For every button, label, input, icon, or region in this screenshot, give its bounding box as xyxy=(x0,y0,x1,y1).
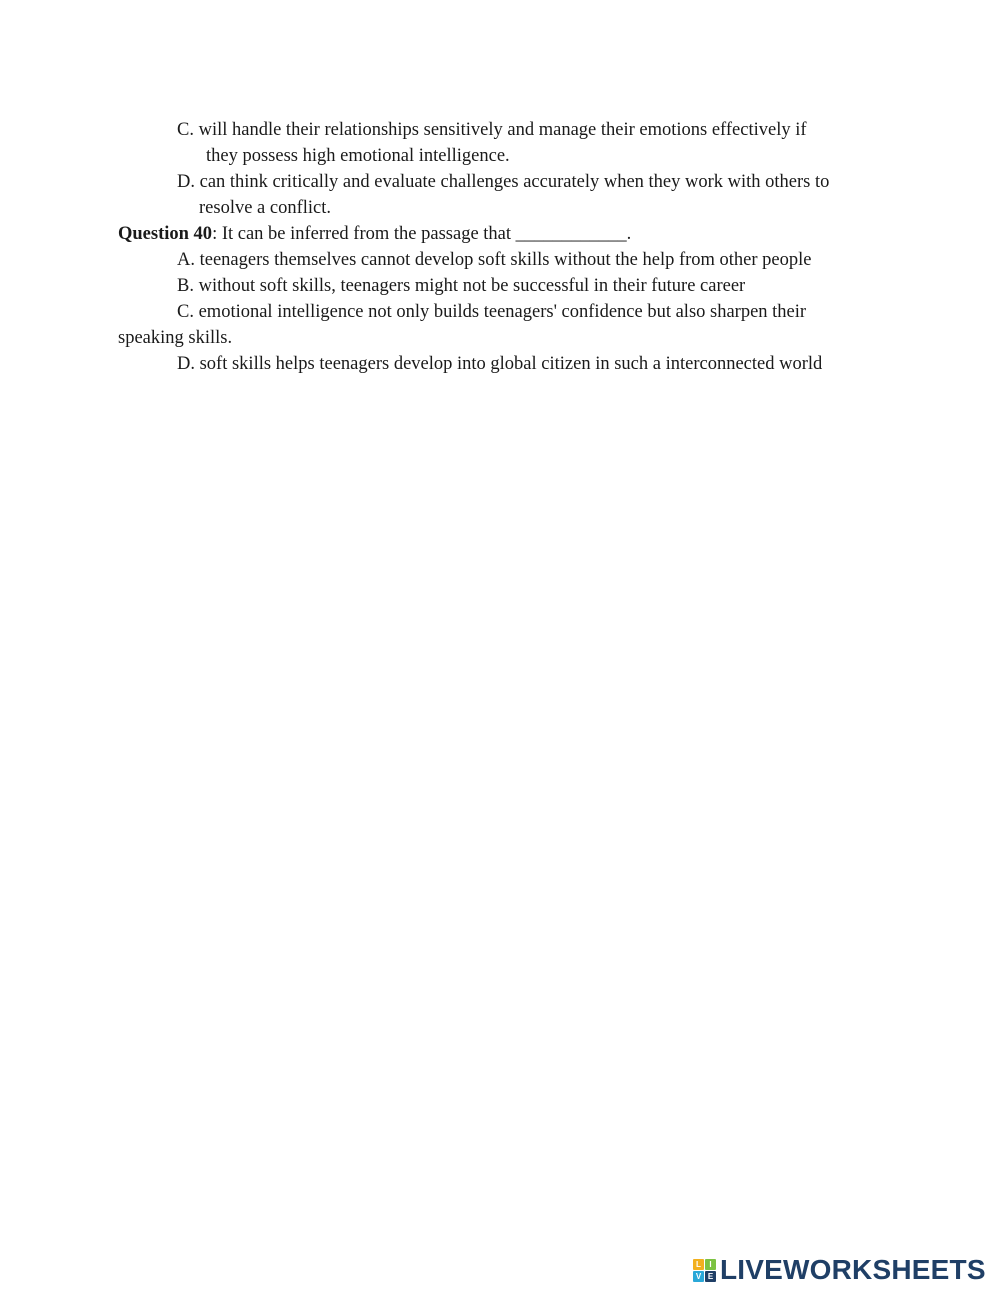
q40-option-c-line2: speaking skills. xyxy=(118,328,233,348)
q39-option-d-line2: resolve a conflict. xyxy=(199,198,332,218)
q40-option-c-line1: C. emotional intelligence not only builds teenagers' confidence but also sharpen their xyxy=(177,302,807,322)
q39-option-c-line1: C. will handle their relationships sensitively and manage their emotions effectively if xyxy=(177,120,807,140)
q39-option-d-line1: D. can think critically and evaluate challenges accurately when they work with others to xyxy=(177,172,830,192)
logo-mark-e: E xyxy=(705,1271,716,1282)
q40-option-a: A. teenagers themselves cannot develop soft skills without the help from other people xyxy=(177,250,812,270)
liveworksheets-logo-text: LIVEWORKSHEETS xyxy=(720,1254,986,1285)
question-40-text: : It can be inferred from the passage that ____________. xyxy=(212,224,632,244)
logo-mark-i: I xyxy=(705,1259,716,1270)
q40-option-b: B. without soft skills, teenagers might not be successful in their future career xyxy=(177,276,746,296)
question-40-label: Question 40 xyxy=(118,224,213,244)
logo-mark-l: L xyxy=(693,1259,704,1270)
liveworksheets-logo-mark-icon xyxy=(693,1259,716,1282)
question-40-stem xyxy=(118,221,631,247)
liveworksheets-logo xyxy=(693,1255,986,1285)
q39-option-c-line2: they possess high emotional intelligence. xyxy=(206,146,510,166)
logo-mark-v: V xyxy=(693,1271,704,1282)
q40-option-d: D. soft skills helps teenagers develop into global citizen in such a interconnected world xyxy=(177,354,823,374)
